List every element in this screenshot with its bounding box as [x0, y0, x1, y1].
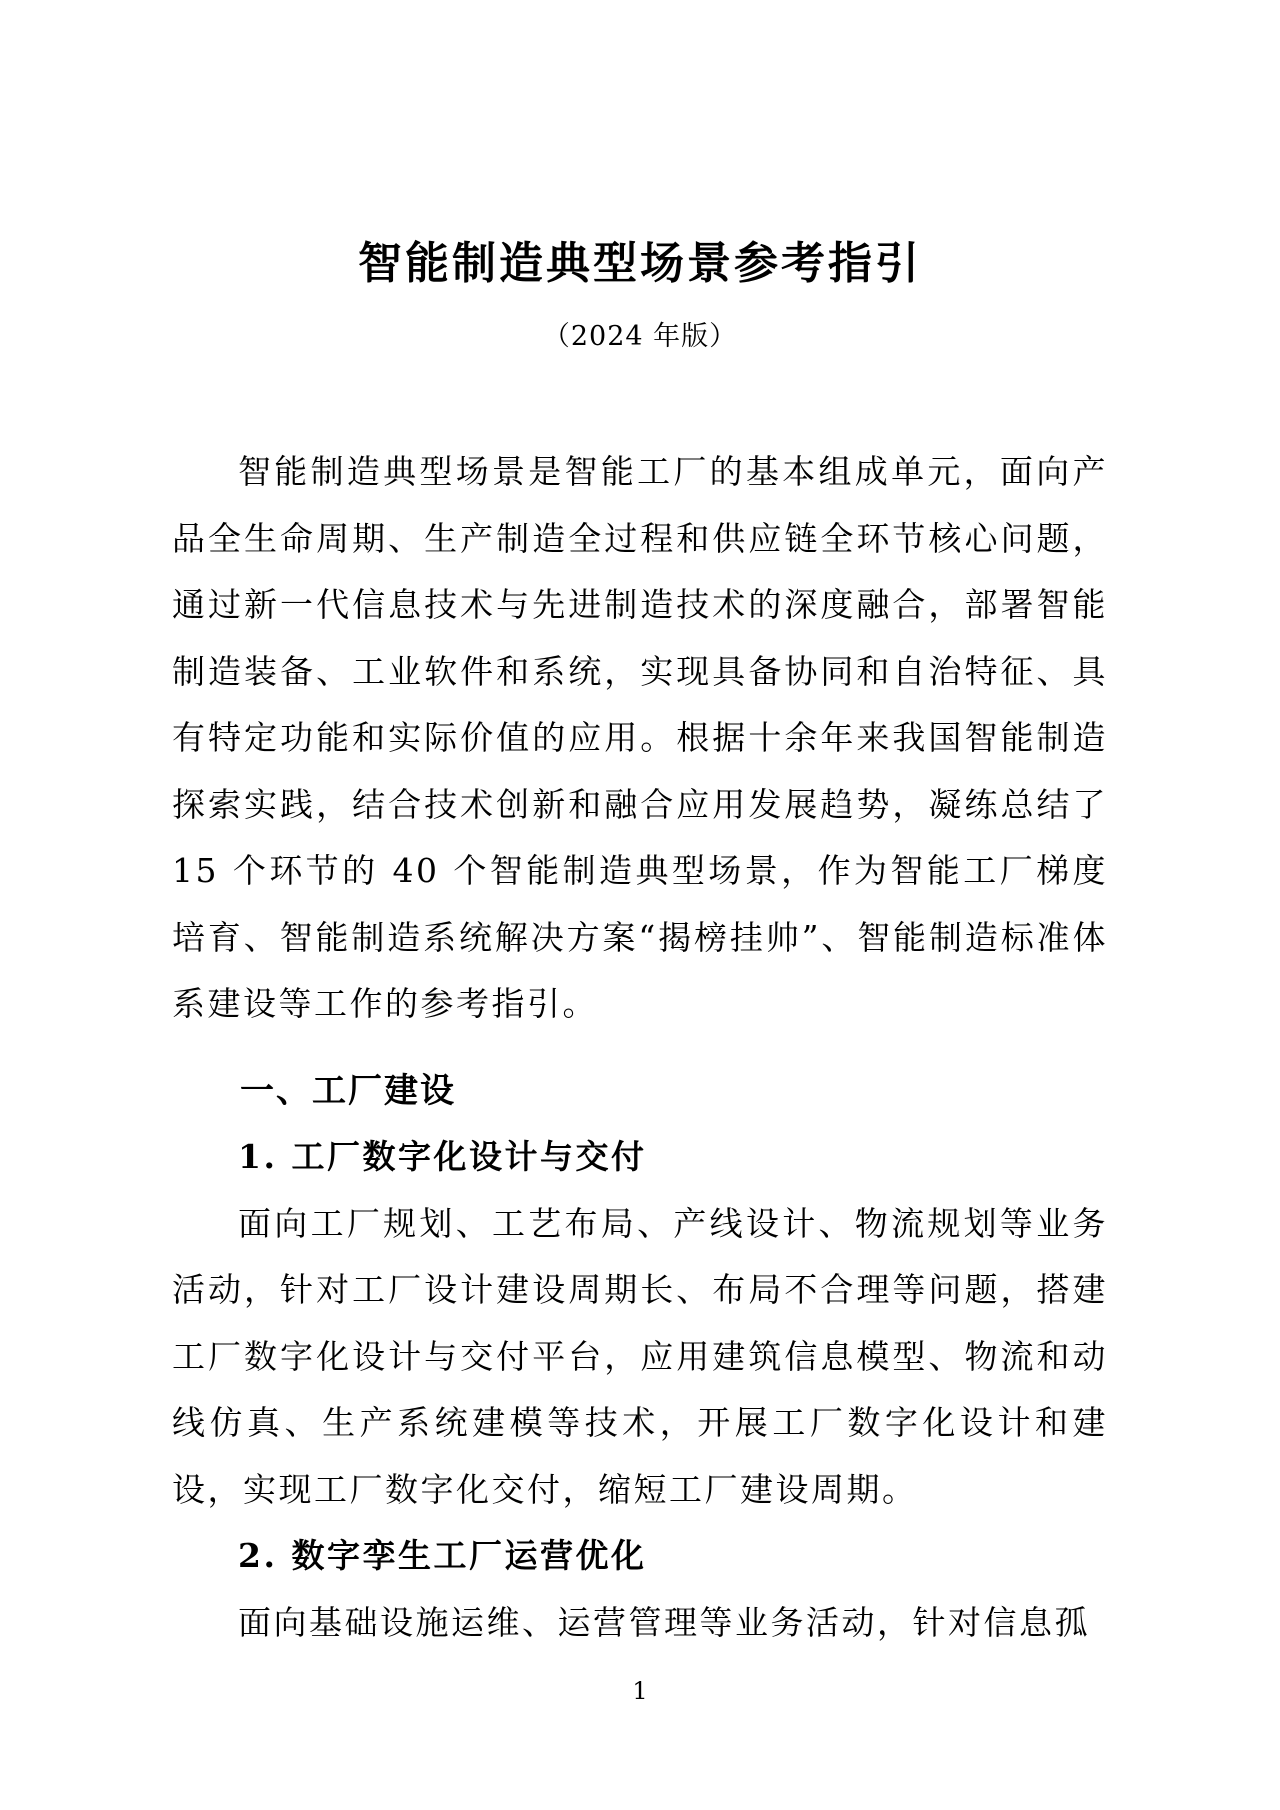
page-number: 1 — [632, 1677, 648, 1705]
document-subtitle: （2024 年版） — [542, 321, 738, 352]
subsection-paragraph-digital-design-delivery: 面向工厂规划、工艺布局、产线设计、物流规划等业务活动，针对工厂设计建设周期长、布局不合理等问题，搭建工厂数字化设计与交付平台，应用建筑信息模型、物流和动线仿真、生产系统建模等技术，开展工厂数字化设计和建设，实现工厂数字化交付，缩短工厂建设周期。 — [172, 1203, 1108, 1509]
subsection-paragraph-digital-twin-operation: 面向基础设施运维、运营管理等业务活动，针对信息孤 — [238, 1602, 1090, 1642]
document-title: 智能制造典型场景参考指引 — [358, 238, 922, 289]
intro-paragraph: 智能制造典型场景是智能工厂的基本组成单元，面向产品全生命周期、生产制造全过程和供应链全环节核心问题，通过新一代信息技术与先进制造技术的深度融合，部署智能制造装备、工业软件和系统，实现具备协同和自治特征、具有特定功能和实际价值的应用。根据十余年来我国智能制造探索实践，结合技术创新和融合应用发展趋势，凝练总结了 15 个环节的 40 个智能制造典型场景，作为智能工厂梯度培育、智能制造系统解决方案“揭榜挂帅”、智能制造标准体系建设等工作的参考指引。 — [172, 452, 1108, 1023]
subsection-heading-digital-twin-operation: 2. 数字孪生工厂运营优化 — [238, 1536, 647, 1575]
subsection-heading-digital-design-delivery: 1. 工厂数字化设计与交付 — [238, 1137, 647, 1176]
section-heading-factory-construction: 一、工厂建设 — [240, 1071, 456, 1110]
